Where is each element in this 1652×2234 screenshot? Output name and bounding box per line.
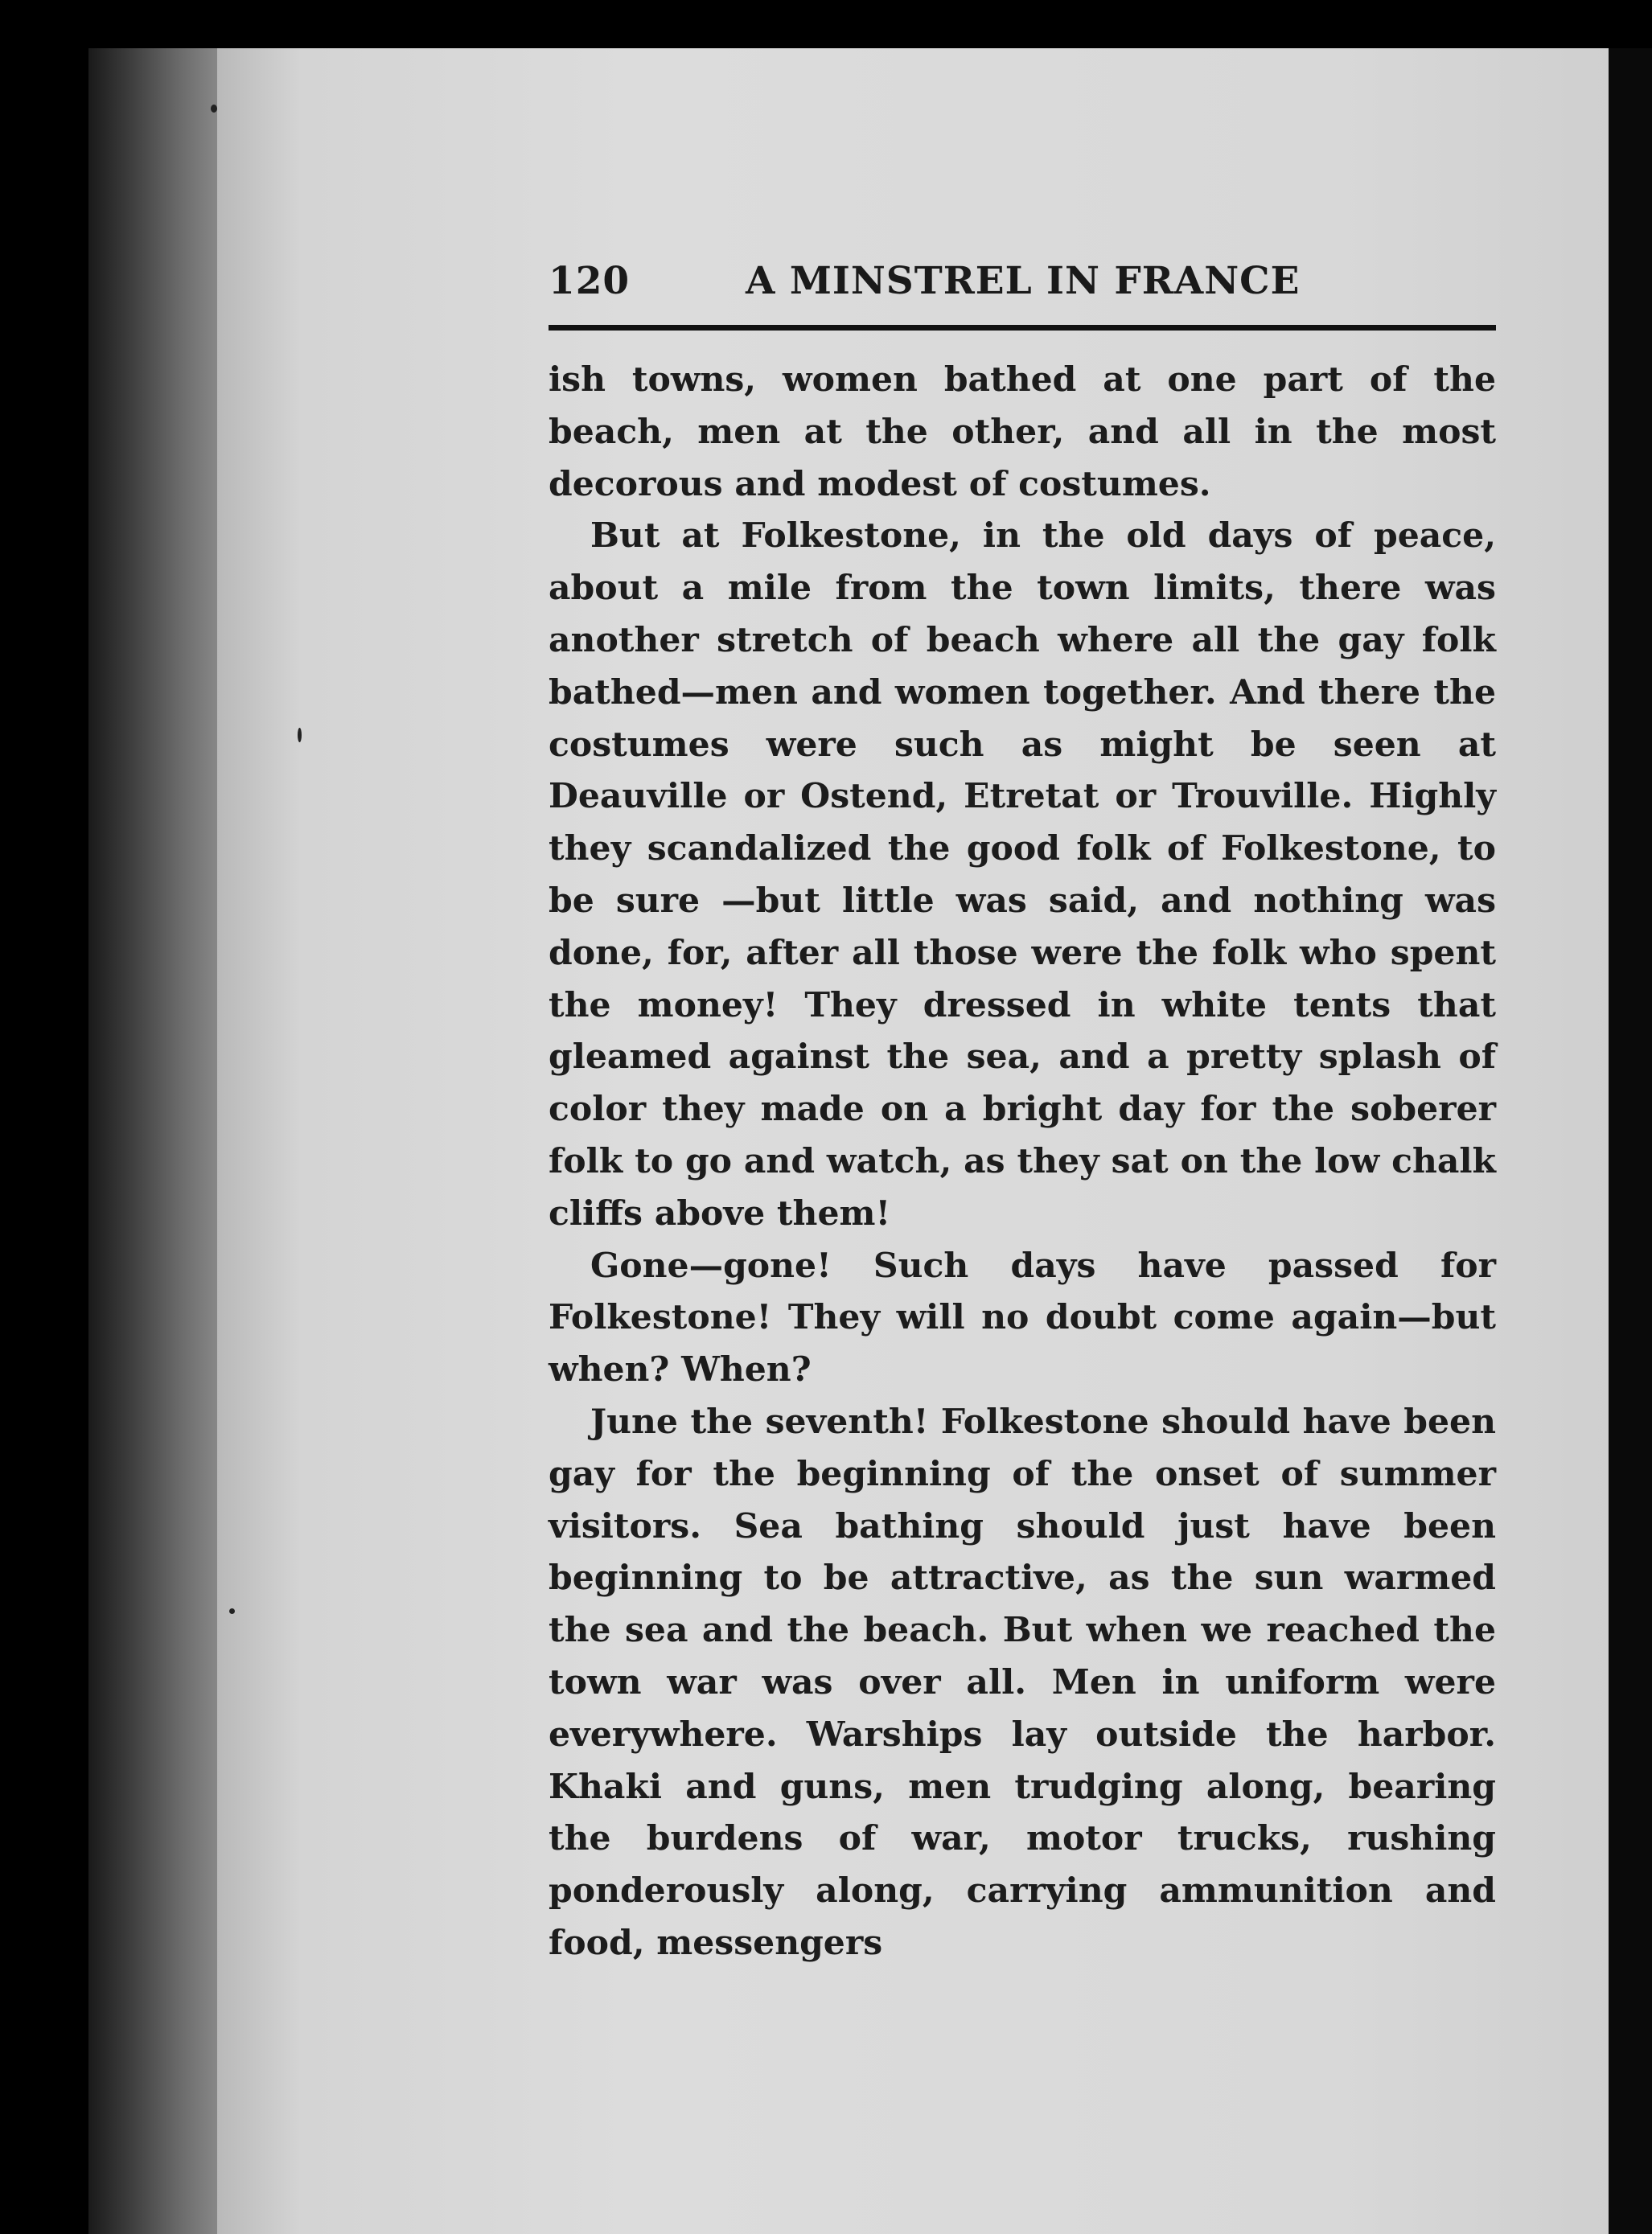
- body-text: [549, 354, 1496, 1969]
- running-title: A MINSTREL IN FRANCE: [746, 259, 1301, 303]
- paragraph-folkestone-beach: But at Folkestone, in the old days of peace, about a mile from the town limits, there was another stretch of beach where all the gay folk bathed—men and women together. And there the costumes were such as might be seen at Deauville or Ostend, Etretat or Trouville. Highly they scandalized the good folk of Folkestone, to be sure —but little was said, and nothing was done, for, after all those were the folk who spent the money! They dressed in white tents that gleamed against the sea, and a pretty splash of color they made on a bright day for the soberer folk to go and watch, as they sat on the low chalk cliffs above them!: [549, 515, 1496, 1234]
- header-rule: [549, 325, 1496, 331]
- paragraph-june-seventh: June the seventh! Folkestone should have been gay for the beginning of the onset of summer visitors. Sea bathing should just have been beginning to be attractive, as the sun warmed the sea and the beach. But when we reached the town war was over all. Men in uniform were everywhere. Warships lay outside the harbor. Khaki and guns, men trudging along, bearing the burdens of war, motor trucks, rushing ponderously along, carrying ammunition and food, messengers: [549, 1401, 1496, 1963]
- scan-speck: [211, 105, 217, 113]
- scan-speck: [229, 1608, 235, 1614]
- page-number: 120: [549, 259, 631, 303]
- paragraph-continued: ish towns, women bathed at one part of the beach, men at the other, and all in the most decorous and modest of costumes.: [549, 359, 1496, 504]
- scan-speck: [298, 728, 302, 742]
- running-header: [549, 259, 1496, 307]
- paragraph-gone: Gone—gone! Such days have passed for Folkestone! They will no doubt come again—but when? When?: [549, 1245, 1496, 1390]
- page-right-edge: [1609, 48, 1652, 2234]
